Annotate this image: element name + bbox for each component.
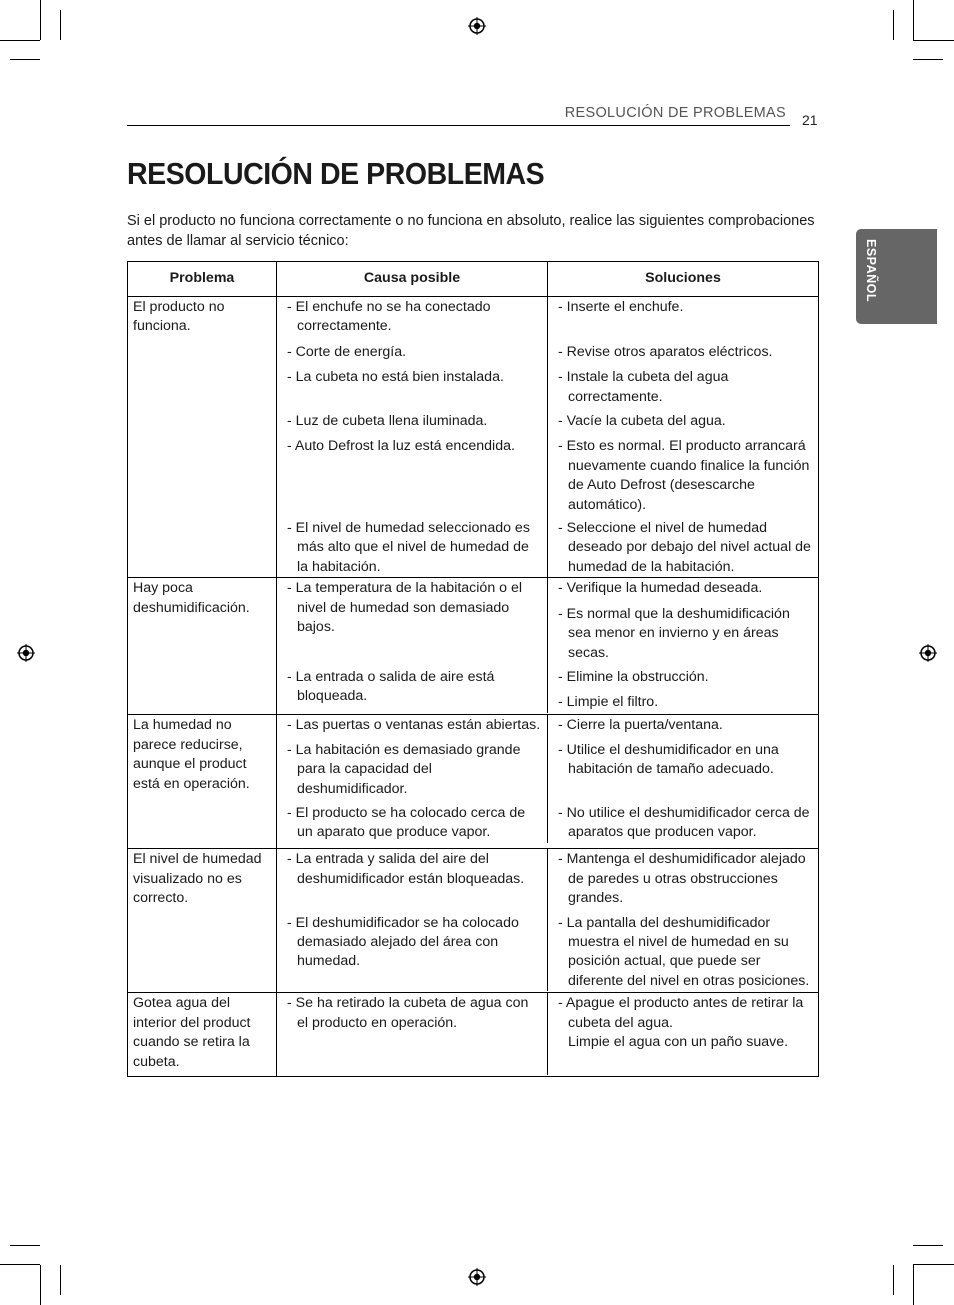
crop-mark — [913, 59, 943, 60]
cause-solution-pair — [277, 741, 818, 804]
problem-cell: El nivel de humedad visualizado no es correcto. — [128, 849, 277, 993]
troubleshooting-table — [127, 261, 819, 1077]
crop-mark — [40, 0, 41, 40]
cause-solution-pair — [277, 914, 818, 992]
table-row — [128, 578, 819, 715]
cause-solution-pair — [277, 668, 818, 713]
cause-text: - El producto se ha colocado cerca de un aparato que produce vapor. — [287, 804, 526, 841]
cause-solution-pair — [277, 578, 818, 668]
registration-mark-icon — [17, 644, 35, 662]
cause-text: - La habitación es demasiado grande para la capacidad del deshumidificador. — [287, 741, 521, 797]
solution-text: - Seleccione el nivel de humedad deseado por debajo del nivel actual de humedad de la habitación. — [558, 520, 811, 575]
column-header-problem: Problema — [128, 262, 277, 297]
cause-solution-pair — [277, 715, 818, 740]
table-row — [128, 849, 819, 993]
solution-text: - Cierre la puerta/ventana. — [558, 717, 723, 734]
solution-text: - Limpie el filtro. — [558, 694, 659, 711]
solution-text: - Verifique la humedad deseada. — [558, 580, 763, 597]
cause-solution-pair — [277, 849, 818, 913]
cause-text: - Corte de energía. — [287, 343, 407, 360]
crop-mark — [10, 59, 40, 60]
table-header-row — [128, 262, 819, 297]
cause-text: - El deshumidificador se ha colocado demasiado alejado del área con humedad. — [287, 914, 519, 970]
crop-mark — [0, 40, 40, 41]
problem-cell: Hay poca deshumidificación. — [128, 578, 277, 715]
solution-text: - Revise otros aparatos eléctricos. — [558, 343, 773, 360]
problem-cell: El producto no funciona. — [128, 297, 277, 578]
cause-solution-cell — [277, 715, 819, 849]
cause-solution-pair — [277, 993, 818, 1075]
cause-solution-pair — [277, 437, 818, 519]
cause-text: - Auto Defrost la luz está encendida. — [287, 438, 515, 455]
crop-mark — [0, 1264, 40, 1265]
cause-solution-cell — [277, 993, 819, 1077]
solution-text: - Inserte el enchufe. — [558, 299, 684, 315]
table-row — [128, 297, 819, 578]
cause-text: - Las puertas o ventanas están abiertas. — [287, 717, 541, 734]
page-number: 21 — [802, 112, 818, 128]
cause-solution-pair — [277, 368, 818, 412]
cause-text: - Se ha retirado la cubeta de agua con el producto en operación. — [287, 995, 529, 1031]
solution-text: Limpie el agua con un paño suave. — [568, 1034, 789, 1051]
registration-mark-icon — [468, 17, 486, 35]
solution-text: - No utilice el deshumidificador cerca de aparatos que producen vapor. — [558, 804, 810, 841]
problem-cell: La humedad no parece reducirse, aunque el product está en operación. — [128, 715, 277, 849]
crop-mark — [893, 10, 894, 40]
cause-solution-pair — [277, 343, 818, 368]
registration-mark-icon — [468, 1268, 486, 1286]
problem-cell: Gotea agua del interior del product cuando se retira la cubeta. — [128, 993, 277, 1077]
cause-text: - Luz de cubeta llena iluminada. — [287, 413, 488, 430]
crop-mark — [60, 1265, 61, 1295]
crop-mark — [60, 10, 61, 40]
cause-solution-cell — [277, 297, 819, 578]
running-header: RESOLUCIÓN DE PROBLEMAS — [564, 105, 786, 121]
solution-text: - Instale la cubeta del agua correctamente. — [558, 369, 729, 405]
language-tab — [856, 229, 937, 324]
registration-mark-icon — [919, 644, 937, 662]
solution-text: - Esto es normal. El producto arrancará nuevamente cuando finalice la función de Auto Defrost (desescarche automático). — [558, 438, 810, 513]
solution-text: - Utilice el deshumidificador en una habitación de tamaño adecuado. — [558, 741, 779, 778]
cause-text: - El nivel de humedad seleccionado es más alto que el nivel de humedad de la habitación. — [287, 520, 530, 575]
cause-text: - La entrada y salida del aire del deshumidificador están bloqueadas. — [287, 851, 525, 887]
cause-solution-pair — [277, 804, 818, 843]
cause-text: - La temperatura de la habitación o el nivel de humedad son demasiado bajos. — [287, 580, 523, 636]
solution-text: - Apague el producto antes de retirar la cubeta del agua. — [558, 995, 804, 1031]
cause-solution-cell — [277, 849, 819, 993]
column-header-cause: Causa posible — [277, 262, 548, 297]
table-row — [128, 715, 819, 849]
cause-text: - La entrada o salida de aire está bloqueada. — [287, 668, 495, 705]
cause-solution-pair — [277, 412, 818, 437]
crop-mark — [10, 1245, 40, 1246]
language-tab-label: ESPAÑOL — [864, 239, 878, 302]
solution-text: - Es normal que la deshumidificación sea menor en invierno y en áreas secas. — [558, 605, 790, 661]
table-row — [128, 993, 819, 1077]
solution-text: - Elimine la obstrucción. — [558, 668, 709, 685]
crop-mark — [893, 1265, 894, 1295]
column-header-solutions: Soluciones — [548, 262, 819, 297]
crop-mark — [40, 1265, 41, 1305]
cause-solution-cell — [277, 578, 819, 715]
crop-mark — [913, 40, 954, 41]
cause-solution-pair — [277, 519, 818, 577]
solution-text: - Mantenga el deshumidificador alejado de paredes u otras obstrucciones grandes. — [558, 851, 806, 907]
solution-text: - Vacíe la cubeta del agua. — [558, 413, 726, 430]
cause-solution-pair — [277, 297, 818, 343]
page-title: RESOLUCIÓN DE PROBLEMAS — [127, 156, 545, 191]
intro-paragraph: Si el producto no funciona correctamente o no funciona en absoluto, realice las siguientes comprobaciones antes de llamar al servicio técnico: — [127, 213, 815, 249]
crop-mark — [913, 1264, 954, 1265]
crop-mark — [913, 0, 914, 40]
cause-text: - La cubeta no está bien instalada. — [287, 369, 504, 386]
crop-mark — [913, 1265, 914, 1305]
crop-mark — [913, 1245, 943, 1246]
header-divider — [127, 125, 790, 126]
solution-text: - La pantalla del deshumidificador muestra el nivel de humedad en su posición actual, que puede ser diferente del nivel en otras posiciones. — [558, 914, 810, 989]
cause-text: - El enchufe no se ha conectado correctamente. — [287, 299, 491, 335]
